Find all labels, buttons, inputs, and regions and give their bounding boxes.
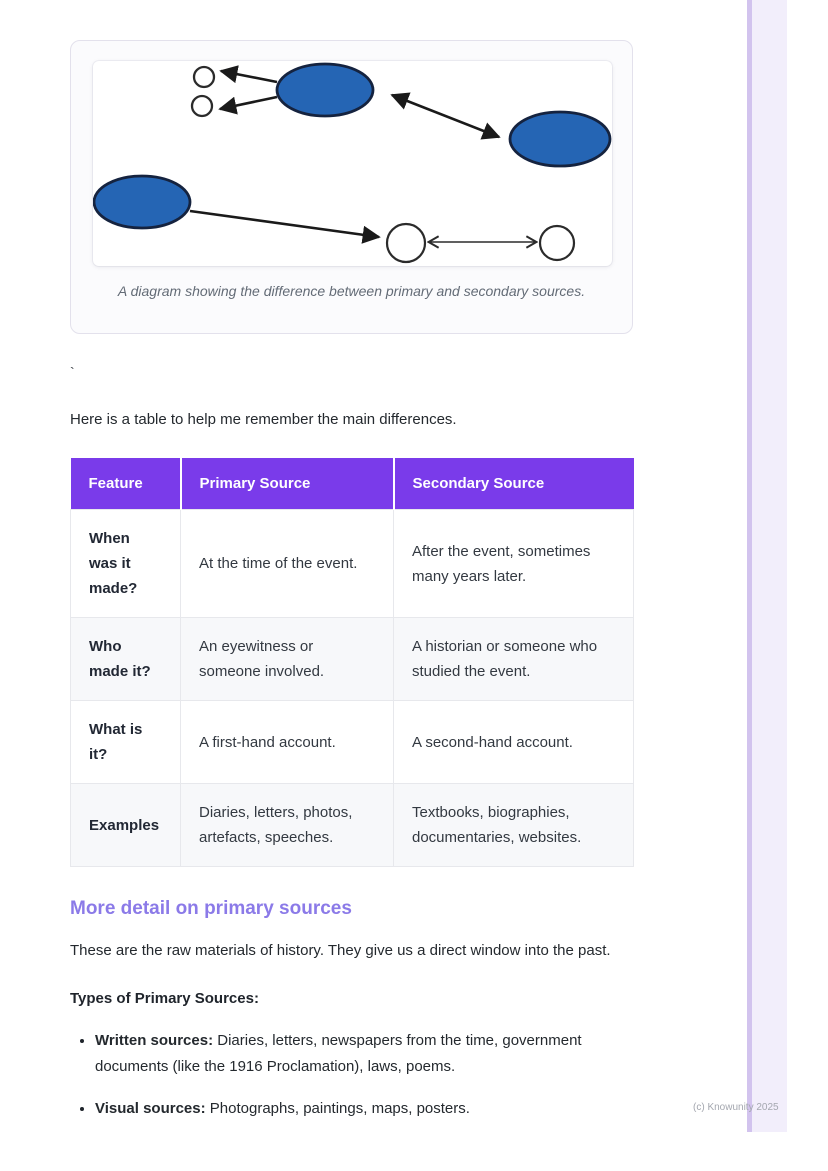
figure-caption: A diagram showing the difference between primary and secondary sources. bbox=[117, 283, 586, 299]
section-heading: More detail on primary sources bbox=[70, 898, 352, 919]
table-row bbox=[71, 510, 634, 618]
section-paragraph: These are the raw materials of history. They give us a direct window into the past. bbox=[70, 942, 611, 959]
table-row bbox=[71, 784, 634, 867]
cell-secondary: A historian or someone who studied the event. bbox=[394, 618, 634, 701]
cell-secondary: A second-hand account. bbox=[394, 701, 634, 784]
cell-primary: Diaries, letters, photos, artefacts, speeches. bbox=[181, 784, 394, 867]
primary-sources-list bbox=[70, 1028, 633, 1122]
sources-diagram bbox=[93, 61, 612, 266]
bullet-label: Visual sources: bbox=[95, 1100, 206, 1117]
source-ellipse-bottom-left bbox=[94, 176, 190, 228]
header-secondary-source: Secondary Source bbox=[394, 458, 634, 510]
table-row bbox=[71, 618, 634, 701]
cell-primary: A first-hand account. bbox=[181, 701, 394, 784]
comparison-table bbox=[70, 458, 634, 867]
cell-secondary: After the event, sometimes many years later. bbox=[394, 510, 634, 618]
page-edge-strip bbox=[747, 0, 787, 1132]
cell-secondary: Textbooks, biographies, documentaries, websites. bbox=[394, 784, 634, 867]
bullet-text: Diaries, letters, newspapers from the time, government documents (like the 1916 Proclamation), laws, poems. bbox=[95, 1032, 582, 1075]
arrow-top-ellipse-to-circle1 bbox=[221, 71, 277, 82]
source-ellipse-top bbox=[277, 64, 373, 116]
source-ellipse-right bbox=[510, 112, 610, 166]
cell-primary: An eyewitness or someone involved. bbox=[181, 618, 394, 701]
cell-feature: Examples bbox=[71, 784, 181, 867]
small-circle-1 bbox=[194, 67, 214, 87]
header-feature: Feature bbox=[71, 458, 181, 510]
arrow-top-ellipse-to-circle2 bbox=[220, 97, 277, 109]
page-content bbox=[70, 0, 633, 1138]
event-circle-left bbox=[387, 224, 425, 262]
bullet-text: Photographs, paintings, maps, posters. bbox=[205, 1100, 470, 1117]
event-circle-right bbox=[540, 226, 574, 260]
arrow-ellipse-to-event-circle bbox=[190, 211, 379, 237]
table-header-row bbox=[71, 458, 634, 510]
cell-feature: When was it made? bbox=[71, 510, 181, 618]
section-subheading: Types of Primary Sources: bbox=[70, 990, 259, 1007]
stray-backtick: ` bbox=[70, 364, 75, 380]
list-item-visual-sources bbox=[95, 1096, 633, 1122]
bullet-label: Written sources: bbox=[95, 1032, 214, 1049]
figure-card bbox=[70, 40, 633, 334]
cell-primary: At the time of the event. bbox=[181, 510, 394, 618]
intro-text: Here is a table to help me remember the main differences. bbox=[70, 411, 457, 428]
small-circle-2 bbox=[192, 96, 212, 116]
table-row bbox=[71, 701, 634, 784]
cell-feature: What is it? bbox=[71, 701, 181, 784]
double-arrow-ellipses bbox=[392, 95, 499, 137]
header-primary-source: Primary Source bbox=[181, 458, 394, 510]
list-item-written-sources bbox=[95, 1028, 633, 1080]
cell-feature: Who made it? bbox=[71, 618, 181, 701]
copyright-watermark: (c) Knowunity 2025 bbox=[693, 1102, 779, 1113]
sources-diagram-svg bbox=[93, 61, 612, 266]
